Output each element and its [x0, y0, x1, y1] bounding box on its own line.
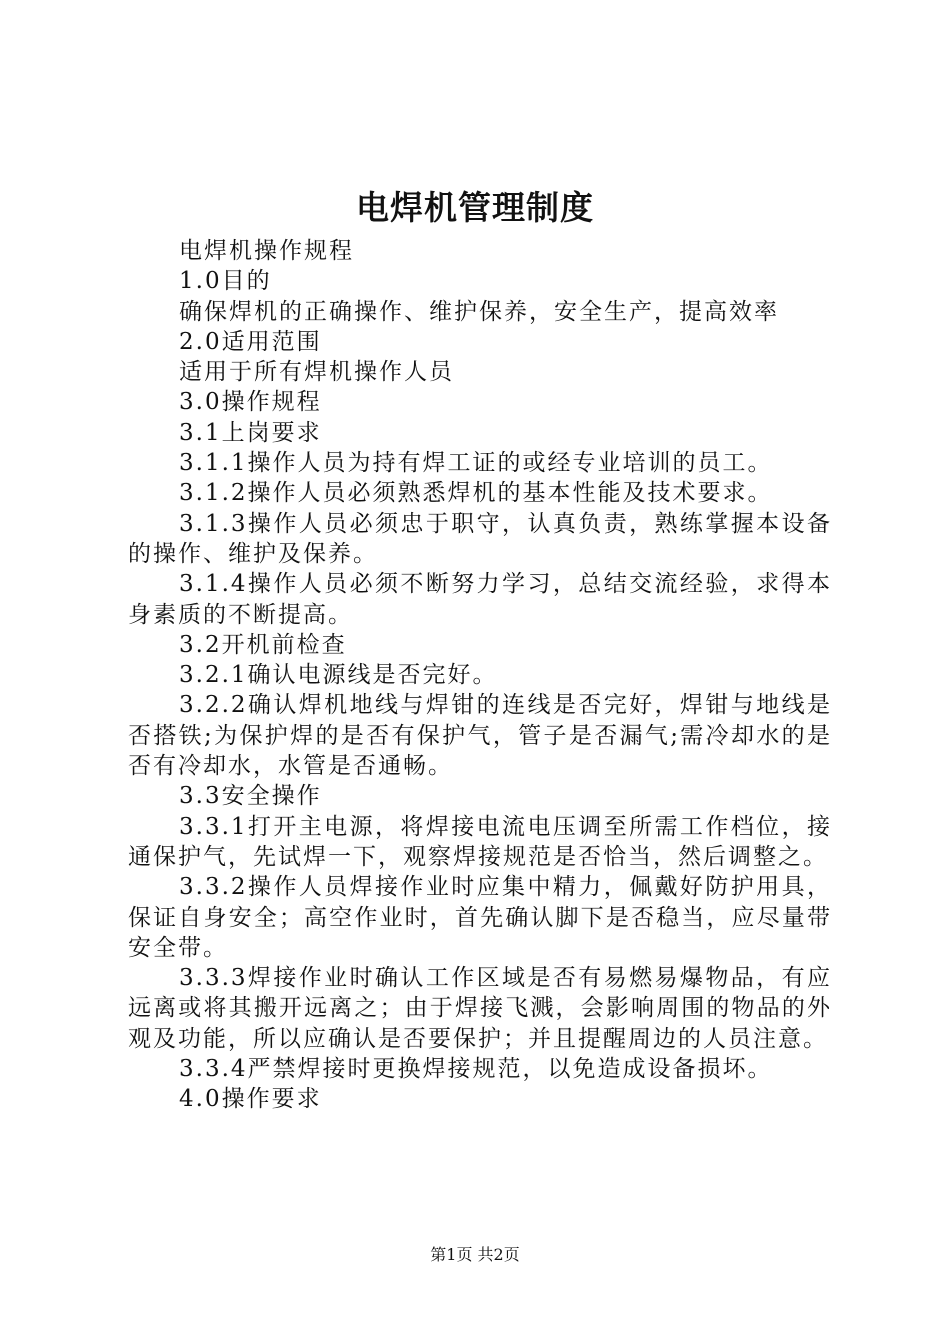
document-body — [128, 236, 832, 1115]
paragraph: 确保焊机的正确操作、维护保养，安全生产，提高效率 — [179, 298, 779, 325]
paragraph: 3.3安全操作 — [179, 783, 322, 810]
paragraph: 3.1.4操作人员必须不断努力学习，总结交流经验，求得本身素质的不断提高。 — [128, 571, 832, 628]
paragraph: 3.1.1操作人员为持有焊工证的或经专业培训的员工。 — [179, 450, 773, 477]
paragraph: 3.0操作规程 — [179, 389, 322, 416]
page-footer: 第1页 共2页 — [430, 1245, 520, 1264]
paragraph: 3.1.3操作人员必须忠于职守，认真负责，熟练掌握本设备的操作、维护及保养。 — [128, 510, 832, 567]
paragraph: 3.3.2操作人员焊接作业时应集中精力，佩戴好防护用具，保证自身安全；高空作业时，首先确认脚下是否稳当，应尽量带安全带。 — [128, 874, 832, 961]
paragraph: 3.1上岗要求 — [179, 419, 322, 446]
paragraph: 3.2开机前检查 — [179, 631, 347, 658]
paragraph: 3.3.1打开主电源，将焊接电流电压调至所需工作档位，接通保护气，先试焊一下，观察焊接规范是否恰当，然后调整之。 — [128, 813, 832, 870]
paragraph: 3.3.3焊接作业时确认工作区域是否有易燃易爆物品，有应远离或将其搬开远离之；由于焊接飞溅，会影响周围的物品的外观及功能，所以应确认是否要保护；并且提醒周边的人员注意。 — [128, 965, 832, 1052]
paragraph: 4.0操作要求 — [179, 1086, 322, 1113]
document-title: 电焊机管理制度 — [356, 188, 594, 227]
paragraph: 3.3.4严禁焊接时更换焊接规范，以免造成设备损坏。 — [179, 1056, 773, 1083]
paragraph: 1.0目的 — [179, 268, 272, 295]
paragraph: 3.1.2操作人员必须熟悉焊机的基本性能及技术要求。 — [179, 480, 773, 507]
paragraph: 3.2.1确认电源线是否完好。 — [179, 662, 498, 689]
paragraph: 适用于所有焊机操作人员 — [179, 359, 454, 386]
paragraph: 3.2.2确认焊机地线与焊钳的连线是否完好，焊钳与地线是否搭铁;为保护焊的是否有保护气，管子是否漏气;需冷却水的是否有冷却水，水管是否通畅。 — [128, 692, 832, 780]
paragraph: 2.0适用范围 — [179, 328, 322, 355]
paragraph: 电焊机操作规程 — [179, 238, 354, 264]
